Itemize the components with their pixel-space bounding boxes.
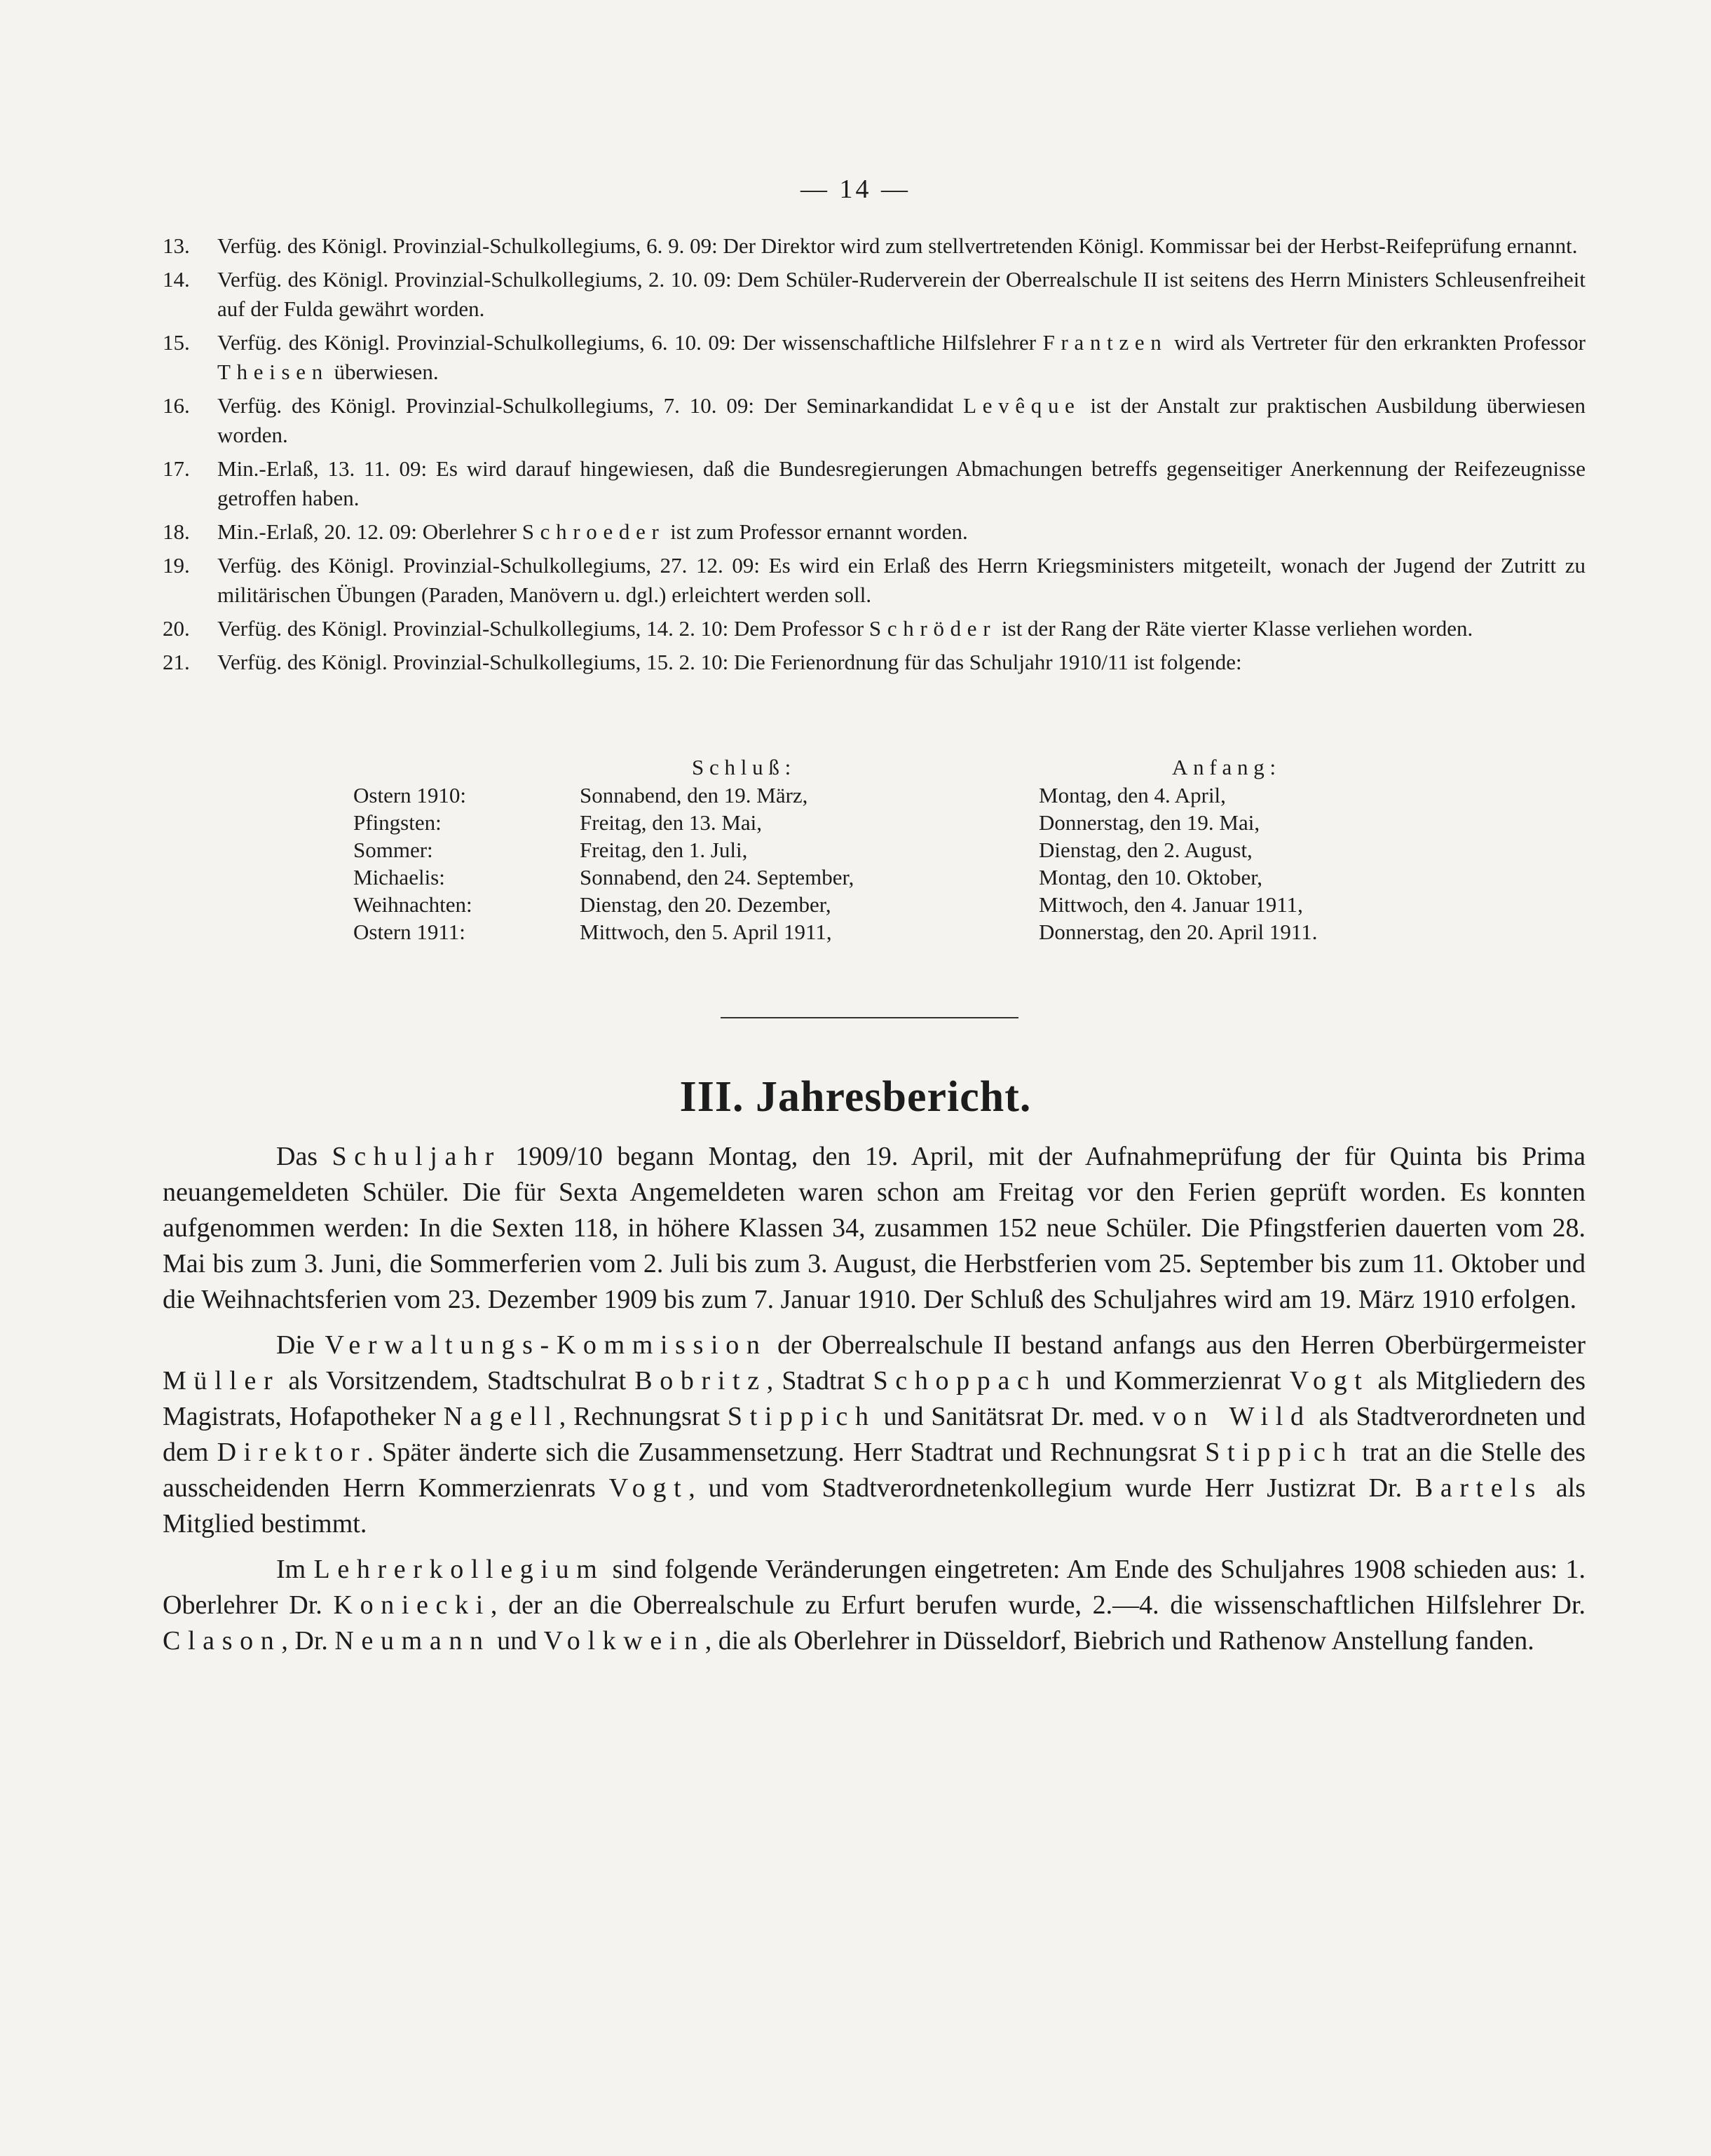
- decree-text: Min.-Erlaß, 13. 11. 09: Es wird darauf hingewiesen, daß die Bundesregierungen Abmachungen betreffs gegenseitiger Anerkennung der Reifezeugnisse getroffen haben.: [217, 456, 1586, 510]
- decree-number: 19.: [163, 553, 190, 578]
- emphasized-term: Schuljahr: [332, 1142, 501, 1171]
- text-run: als Mitglied bestimmt.: [163, 1473, 1586, 1538]
- person-name: Nagell: [443, 1402, 559, 1431]
- holiday-row: [163, 891, 1586, 918]
- header-start: Anfang:: [1172, 755, 1281, 779]
- section-divider: [721, 1017, 1018, 1018]
- holiday-name: Sommer:: [353, 838, 433, 862]
- holiday-start: Montag, den 4. April,: [1039, 783, 1226, 807]
- person-name: von Wild: [1152, 1402, 1311, 1431]
- person-name: Müller: [163, 1366, 280, 1396]
- holiday-schedule-table: [163, 753, 1586, 946]
- holiday-row: [163, 836, 1586, 864]
- text-run: , Dr.: [281, 1626, 335, 1656]
- report-paragraph: [163, 1139, 1586, 1318]
- holiday-start: Dienstag, den 2. August,: [1039, 838, 1253, 862]
- holiday-name: Michaelis:: [353, 865, 445, 889]
- person-name: Stippich: [727, 1402, 876, 1431]
- person-name: Vogt: [608, 1473, 689, 1503]
- annual-report-body: [163, 1139, 1586, 1669]
- person-name: Frantzen: [1042, 330, 1168, 355]
- decree-item: [163, 454, 1586, 513]
- person-name: Schröder: [868, 616, 997, 641]
- decree-text: Verfüg. des Königl. Provinzial-Schulkollegiums, 7. 10. 09: Der Seminarkandidat: [217, 393, 964, 418]
- text-run: Das: [276, 1142, 332, 1171]
- text-run: und: [490, 1626, 544, 1656]
- person-name: Schroeder: [522, 519, 665, 544]
- text-run: und Kommerzienrat: [1057, 1366, 1290, 1396]
- decree-item: [163, 328, 1586, 387]
- person-name: Theisen: [217, 360, 329, 384]
- text-run: als Mitgliedern des Magistrats, Hofapotheker: [163, 1366, 1586, 1431]
- holiday-name: Ostern 1911:: [353, 920, 465, 944]
- person-name: Volkwein: [543, 1626, 705, 1656]
- holiday-start: Mittwoch, den 4. Januar 1911,: [1039, 892, 1303, 917]
- decree-list: [163, 231, 1586, 681]
- person-name: Koniecki: [333, 1590, 491, 1620]
- person-name: Clason: [163, 1626, 282, 1656]
- text-run: sind folgende Veränderungen eingetreten: Am Ende des Schuljahres 1908 schieden aus: 1. Oberlehrer Dr.: [163, 1555, 1586, 1620]
- decree-item: [163, 391, 1586, 450]
- decree-item: [163, 614, 1586, 643]
- decree-number: 14.: [163, 267, 190, 292]
- person-name: Neumann: [334, 1626, 491, 1656]
- decree-number: 21.: [163, 650, 190, 674]
- text-run: , und vom Stadtverordnetenkollegium wurde Herr Justizrat Dr.: [688, 1473, 1415, 1503]
- decree-text: Verfüg. des Königl. Provinzial-Schulkollegiums, 27. 12. 09: Es wird ein Erlaß des Herrn Kriegsministers mitgeteilt, wonach der Jugend der Zutritt zu militärischen Übungen (Paraden, Manövern u. dgl.) erleichtert werden soll.: [217, 553, 1586, 607]
- text-run: als Vorsitzendem, Stadtschulrat: [280, 1366, 635, 1396]
- person-name: Levêque: [963, 393, 1081, 418]
- text-run: , die als Oberlehrer in Düsseldorf, Biebrich und Rathenow Anstellung fanden.: [704, 1626, 1534, 1656]
- holiday-end: Mittwoch, den 5. April 1911,: [580, 920, 832, 944]
- section-title: III. Jahresbericht.: [679, 1073, 1032, 1121]
- decree-number: 18.: [163, 519, 190, 544]
- decree-text: Verfüg. des Königl. Provinzial-Schulkollegiums, 6. 10. 09: Der wissenschaftliche Hilfslehrer: [217, 330, 1043, 355]
- text-run: als Stadtverordneten und dem: [163, 1402, 1586, 1467]
- holiday-end: Freitag, den 13. Mai,: [580, 810, 763, 835]
- page-number: — 14 —: [800, 175, 911, 204]
- text-run: , Stadtrat: [766, 1366, 873, 1396]
- text-run: der Oberrealschule II bestand anfangs aus den Herren Oberbürgermeister: [767, 1330, 1586, 1360]
- decree-item: [163, 231, 1586, 261]
- text-run: trat an die Stelle des ausscheidenden Herrn Kommerzienrats: [163, 1438, 1586, 1503]
- decree-text: ist der Rang der Räte vierter Klasse verliehen worden.: [996, 616, 1473, 641]
- text-run: Im: [276, 1555, 314, 1584]
- holiday-row: [163, 782, 1586, 809]
- decree-number: 17.: [163, 456, 190, 481]
- emphasized-term: Lehrerkollegium: [313, 1555, 605, 1584]
- decree-text: überwiesen.: [328, 360, 439, 384]
- decree-item: [163, 517, 1586, 547]
- decree-text: wird als Vertreter für den erkrankten Professor: [1167, 330, 1586, 355]
- decree-text: ist der Anstalt zur praktischen Ausbildung überwiesen worden.: [217, 393, 1586, 447]
- person-name: Bobritz: [634, 1366, 767, 1396]
- decree-text: Min.-Erlaß, 20. 12. 09: Oberlehrer: [217, 519, 522, 544]
- text-run: . Später änderte sich die Zusammensetzung. Herr Stadtrat und Rechnungsrat: [367, 1438, 1206, 1467]
- holiday-name: Weihnachten:: [353, 892, 472, 917]
- decree-item: [163, 265, 1586, 324]
- holiday-name: Pfingsten:: [353, 810, 442, 835]
- decree-number: 15.: [163, 330, 190, 355]
- holiday-start: Donnerstag, den 19. Mai,: [1039, 810, 1260, 835]
- holiday-start: Donnerstag, den 20. April 1911.: [1039, 920, 1318, 944]
- decree-item: [163, 648, 1586, 677]
- decree-text: Verfüg. des Königl. Provinzial-Schulkollegiums, 6. 9. 09: Der Direktor wird zum stellvertretenden Königl. Kommissar bei der Herbst-Reifeprüfung ernannt.: [217, 233, 1578, 258]
- holiday-table-header: [163, 753, 1586, 782]
- person-name: Bartels: [1415, 1473, 1543, 1503]
- person-name: Stippich: [1205, 1438, 1354, 1467]
- holiday-row: [163, 809, 1586, 836]
- person-name: Schoppach: [873, 1366, 1058, 1396]
- text-run: , Rechnungsrat: [559, 1402, 728, 1431]
- header-end: Schluß:: [692, 755, 796, 779]
- decree-number: 13.: [163, 233, 190, 258]
- holiday-row: [163, 918, 1586, 946]
- decree-number: 20.: [163, 616, 190, 641]
- text-run: Die: [276, 1330, 325, 1360]
- holiday-end: Dienstag, den 20. Dezember,: [580, 892, 831, 917]
- decree-item: [163, 551, 1586, 610]
- decree-text: Verfüg. des Königl. Provinzial-Schulkollegiums, 14. 2. 10: Dem Professor: [217, 616, 869, 641]
- person-name: Vogt: [1289, 1366, 1370, 1396]
- holiday-start: Montag, den 10. Oktober,: [1039, 865, 1263, 889]
- report-paragraph: [163, 1552, 1586, 1659]
- decree-number: 16.: [163, 393, 190, 418]
- text-run: , der an die Oberrealschule zu Erfurt berufen wurde, 2.—4. die wissenschaftlichen Hilfslehrer Dr.: [490, 1590, 1586, 1620]
- holiday-end: Sonnabend, den 19. März,: [580, 783, 808, 807]
- decree-text: Verfüg. des Königl. Provinzial-Schulkollegiums, 2. 10. 09: Dem Schüler-Ruderverein der Oberrealschule II ist seitens des Herrn Ministers Schleusenfreiheit auf der Fulda gewährt worden.: [217, 267, 1586, 321]
- report-paragraph: [163, 1328, 1586, 1542]
- holiday-end: Freitag, den 1. Juli,: [580, 838, 748, 862]
- decree-text: ist zum Professor ernannt worden.: [664, 519, 968, 544]
- text-run: und Sanitätsrat Dr. med.: [875, 1402, 1152, 1431]
- emphasized-term: Verwaltungs-Kommission: [325, 1330, 768, 1360]
- holiday-name: Ostern 1910:: [353, 783, 467, 807]
- decree-text: Verfüg. des Königl. Provinzial-Schulkollegiums, 15. 2. 10: Die Ferienordnung für das Schuljahr 1910/11 ist folgende:: [217, 650, 1242, 674]
- holiday-row: [163, 864, 1586, 891]
- text-run: 1909/10 begann Montag, den 19. April, mit der Aufnahmeprüfung der für Quinta bis Prima neuangemeldeten Schüler. Die für Sexta Angemeldeten waren schon am Freitag vor den Ferien geprüft worden. Es konnten aufgenommen werden: In die Sexten 118, in höhere Klassen 34, zusammen 152 neue Schüler. Die Pfingstferien dauerten vom 28. Mai bis zum 3. Juni, die Sommerferien vom 2. Juli bis zum 3. August, die Herbstferien vom 25. September bis zum 11. Oktober und die Weihnachtsferien vom 23. Dezember 1909 bis zum 7. Januar 1910. Der Schluß des Schuljahres wird am 19. März 1910 erfolgen.: [163, 1142, 1586, 1314]
- holiday-end: Sonnabend, den 24. September,: [580, 865, 854, 889]
- emphasized-term: Direktor: [217, 1438, 367, 1467]
